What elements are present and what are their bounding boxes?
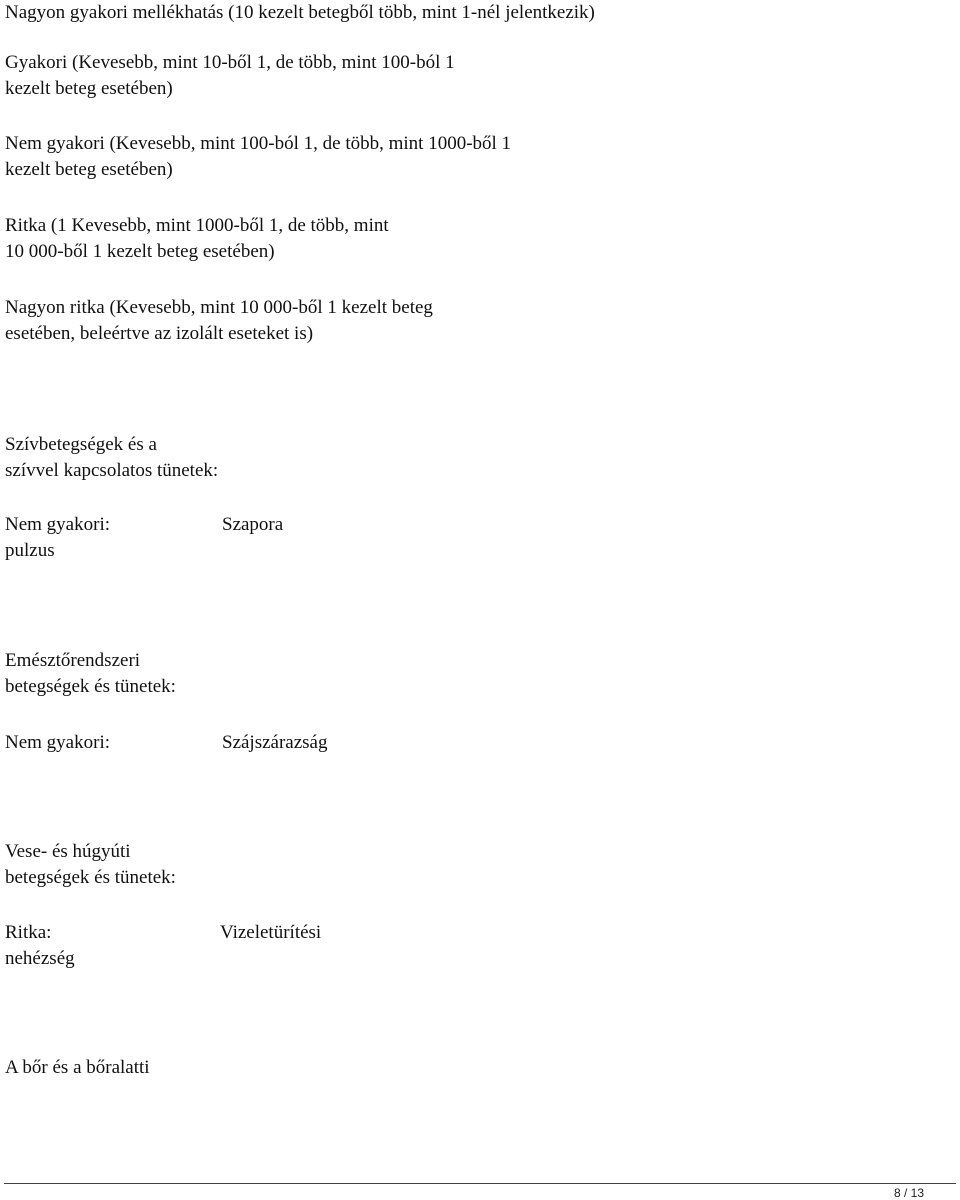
frequency-very-rare: Nagyon ritka (Kevesebb, mint 10 000-ből 1 kezelt beteg esetében, beleértve az izolált eseteket is)	[5, 297, 433, 344]
frequency-common: Gyakori (Kevesebb, mint 10-ből 1, de több, mint 100-ból 1 kezelt beteg esetében)	[5, 52, 455, 99]
section-effect-renal: Vizeletürítési	[220, 922, 322, 943]
section-effect-cardiac: Szapora	[222, 514, 284, 535]
section-heading-skin: A bőr és a bőralatti	[5, 1057, 150, 1078]
section-frequency-cardiac: Nem gyakori: pulzus	[5, 514, 111, 561]
frequency-rare: Ritka (1 Kevesebb, mint 1000-ből 1, de több, mint 10 000-ből 1 kezelt beteg esetében)	[5, 215, 389, 262]
section-frequency-renal: Ritka: nehézség	[5, 922, 75, 969]
section-frequency-gastrointestinal: Nem gyakori:	[5, 732, 111, 753]
page-number: 8 / 13	[893, 1186, 924, 1200]
section-heading-gastrointestinal: Emésztőrendszeri betegségek és tünetek:	[5, 650, 176, 697]
section-effect-gastrointestinal: Szájszárazság	[222, 732, 328, 753]
frequency-uncommon: Nem gyakori (Kevesebb, mint 100-ból 1, de több, mint 1000-ből 1 kezelt beteg esetében)	[5, 133, 512, 180]
section-heading-cardiac: Szívbetegségek és a szívvel kapcsolatos tünetek:	[5, 434, 219, 481]
frequency-very-common: Nagyon gyakori mellékhatás (10 kezelt betegből több, mint 1-nél jelentkezik)	[5, 2, 595, 23]
section-heading-renal: Vese- és húgyúti betegségek és tünetek:	[5, 841, 176, 888]
footer-divider	[4, 1183, 956, 1184]
